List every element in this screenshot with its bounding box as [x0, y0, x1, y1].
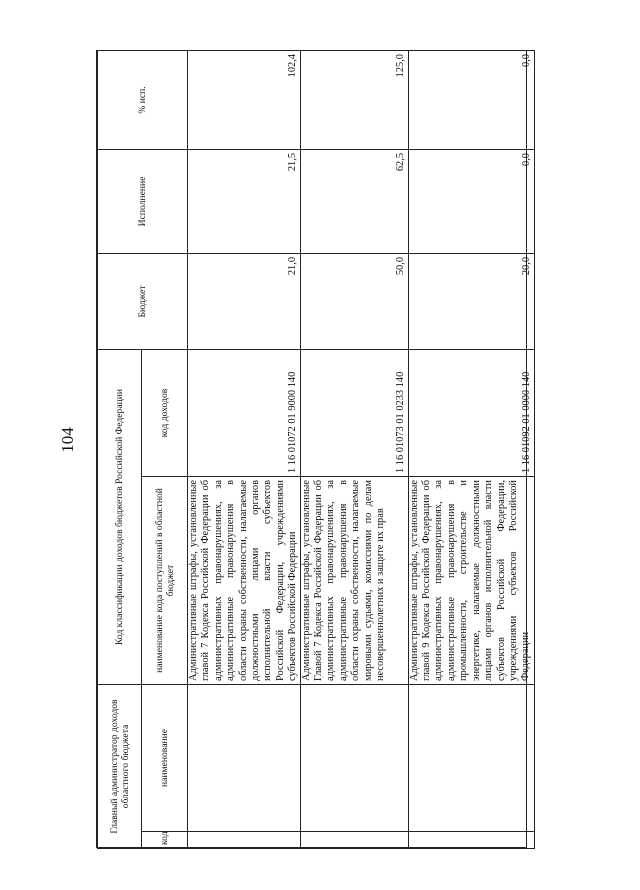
table-row [408, 50, 534, 848]
admin-group-header: Главный администратор доходов областного бюджета [98, 685, 142, 849]
table-row [188, 50, 301, 848]
percent-cell: 102,4 [188, 50, 301, 149]
kbk-group-header: Код классификации доходов бюджетов Российской Федерации [98, 349, 142, 684]
budget-table-sheet [96, 50, 532, 848]
execution-cell: 62,5 [300, 149, 408, 253]
execution-header: Исполнение [98, 149, 188, 253]
percent-cell: 0,0 [408, 50, 534, 149]
revenue-name-cell: Административные штрафы, установленные главой 9 Кодекса Российской Федерации об административных правонарушениях, за административные правонарушения в промышленности, строительстве и энергетике, налагаемые должностными лицами органов исполнительной власти субъектов Российской Федерации, учреждениями субъектов Российской Федерации [408, 477, 534, 685]
revenue-classification-table [97, 50, 535, 849]
budget-header: Бюджет [98, 253, 188, 349]
budget-cell: 50,0 [300, 253, 408, 349]
admin-code-cell [300, 832, 408, 849]
page-number: 104 [58, 427, 77, 453]
budget-cell: 21,0 [188, 253, 301, 349]
admin-name-header: наименование [142, 685, 188, 832]
admin-code-cell [188, 832, 301, 849]
budget-cell: 20,0 [408, 253, 534, 349]
revenue-name-cell: Административные штрафы, установленные Главой 7 Кодекса Российской Федерации об административных правонарушениях, за административные правонарушения в области охраны собственности, налагаемые мировыми судьями, комиссиями по делам несовершеннолетних и защите их прав [300, 477, 408, 685]
revenue-code-cell: 1 16 01073 01 0233 140 [300, 349, 408, 476]
revenue-name-cell: Административные штрафы, установленные главой 7 Кодекса Российской Федерации об административных правонарушениях, за административные правонарушения в области охраны собственности, налагаемые должностными лицами органов исполнительной власти субъектов Российской Федерации, учреждениями субъектов Российской Федерации [188, 477, 301, 685]
percent-cell: 125,0 [300, 50, 408, 149]
admin-code-header: код [142, 832, 188, 849]
admin-code-cell [408, 832, 534, 849]
admin-name-cell [300, 685, 408, 832]
admin-name-cell [408, 685, 534, 832]
admin-name-cell [188, 685, 301, 832]
revenue-code-cell: 1 16 01092 01 0000 140 [408, 349, 534, 476]
execution-cell: 0,0 [408, 149, 534, 253]
execution-cell: 21,5 [188, 149, 301, 253]
table-row [300, 50, 408, 848]
revenue-code-cell: 1 16 01072 01 9000 140 [188, 349, 301, 476]
revenue-code-header: код доходов [142, 349, 188, 476]
revenue-name-header: наименование кода поступлений в областной бюджет [142, 477, 188, 685]
percent-header: % исп. [98, 50, 188, 149]
